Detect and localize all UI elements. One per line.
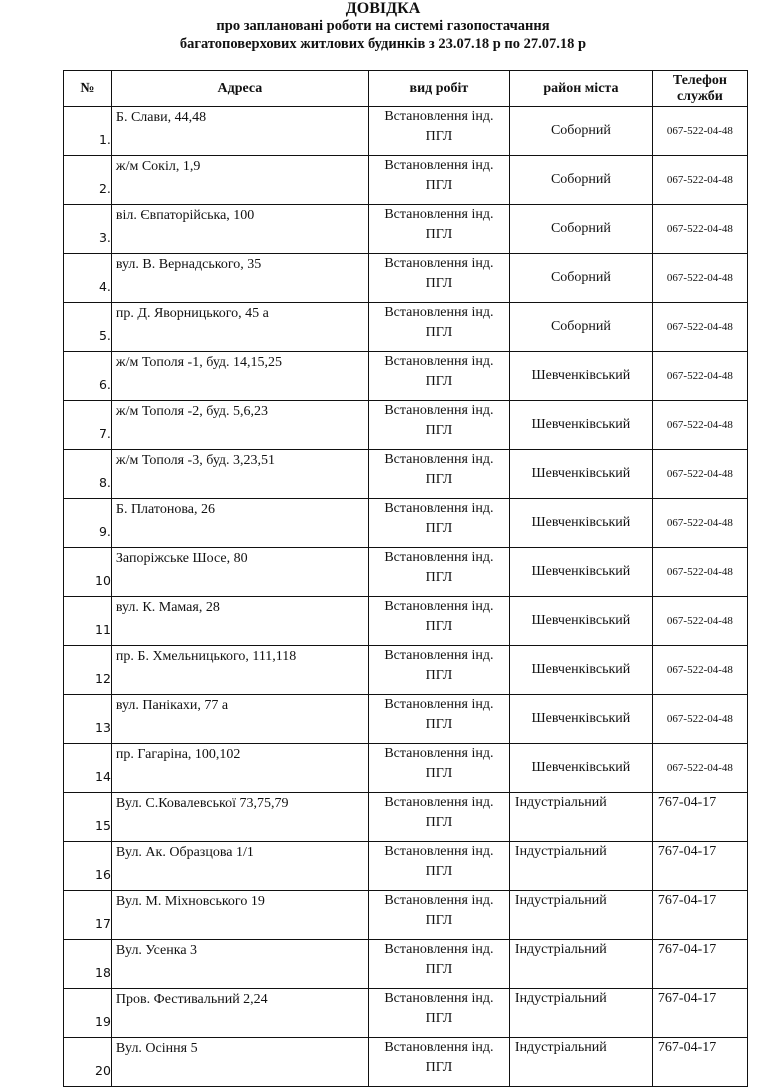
table-row <box>64 695 748 744</box>
row-number <box>64 891 112 940</box>
header-phone-line1: Телефон <box>672 72 727 88</box>
row-district: Індустріальний <box>509 793 652 842</box>
table-row <box>64 842 748 891</box>
row-address: пр. Д. Яворницького, 45 а <box>111 303 368 352</box>
row-work-line1: Встановлення інд. <box>384 109 494 124</box>
row-district: Соборний <box>509 156 652 205</box>
row-work <box>368 1038 509 1087</box>
row-number <box>64 352 112 401</box>
row-phone: 067-522-04-48 <box>652 156 747 205</box>
row-district: Шевченківський <box>509 695 652 744</box>
row-work-line2: ПГЛ <box>425 913 453 928</box>
table-row <box>64 107 748 156</box>
row-work-line1: Встановлення інд. <box>384 158 494 173</box>
row-phone: 767-04-17 <box>652 940 747 989</box>
row-address: Вул. С.Ковалевської 73,75,79 <box>111 793 368 842</box>
row-phone: 767-04-17 <box>652 842 747 891</box>
row-phone: 767-04-17 <box>652 989 747 1038</box>
header-district: район міста <box>509 71 652 107</box>
row-work-line2: ПГЛ <box>425 570 453 585</box>
row-number <box>64 744 112 793</box>
row-address: Вул. Ак. Образцова 1/1 <box>111 842 368 891</box>
row-work-line1: Встановлення інд. <box>384 942 494 957</box>
table-row <box>64 793 748 842</box>
row-work-line2: ПГЛ <box>425 619 453 634</box>
row-phone: 767-04-17 <box>652 793 747 842</box>
row-work <box>368 597 509 646</box>
row-number-text: 1. <box>98 132 111 147</box>
row-phone: 767-04-17 <box>652 891 747 940</box>
row-number-text: 16 <box>95 867 111 882</box>
header-address: Адреса <box>111 71 368 107</box>
row-work-line1: Встановлення інд. <box>384 1040 494 1055</box>
table-row <box>64 940 748 989</box>
row-work-line2: ПГЛ <box>425 668 453 683</box>
table-body <box>64 107 748 1087</box>
row-work <box>368 352 509 401</box>
row-number <box>64 499 112 548</box>
row-number-text: 9. <box>98 524 111 539</box>
row-address: ж/м Тополя -3, буд. 3,23,51 <box>111 450 368 499</box>
row-number-text: 7. <box>98 426 111 441</box>
row-work-line1: Встановлення інд. <box>384 501 494 516</box>
row-number-text: 3. <box>98 230 111 245</box>
row-phone: 067-522-04-48 <box>652 597 747 646</box>
row-work-line2: ПГЛ <box>425 962 453 977</box>
row-work-line2: ПГЛ <box>425 717 453 732</box>
table-row <box>64 303 748 352</box>
table-row <box>64 499 748 548</box>
row-district: Індустріальний <box>509 891 652 940</box>
row-district: Шевченківський <box>509 597 652 646</box>
row-number-text: 8. <box>98 475 111 490</box>
row-district: Шевченківський <box>509 744 652 793</box>
row-work-line1: Встановлення інд. <box>384 207 494 222</box>
row-number-text: 2. <box>98 181 111 196</box>
row-number <box>64 1038 112 1087</box>
row-phone: 067-522-04-48 <box>652 303 747 352</box>
row-address: вул. Панікахи, 77 а <box>111 695 368 744</box>
table-row <box>64 989 748 1038</box>
table-row <box>64 205 748 254</box>
row-number <box>64 156 112 205</box>
row-work <box>368 989 509 1038</box>
row-district: Шевченківський <box>509 401 652 450</box>
row-phone: 067-522-04-48 <box>652 499 747 548</box>
row-address: віл. Євпаторійська, 100 <box>111 205 368 254</box>
row-work <box>368 450 509 499</box>
row-address: пр. Гагаріна, 100,102 <box>111 744 368 793</box>
row-work-line1: Встановлення інд. <box>384 991 494 1006</box>
row-number <box>64 695 112 744</box>
row-number-text: 10 <box>95 573 111 588</box>
row-work <box>368 107 509 156</box>
header-phone-line2: служби <box>676 88 723 104</box>
row-work-line2: ПГЛ <box>425 129 453 144</box>
row-address: ж/м Тополя -2, буд. 5,6,23 <box>111 401 368 450</box>
row-address: вул. В. Вернадського, 35 <box>111 254 368 303</box>
row-number-text: 17 <box>95 916 111 931</box>
table-row <box>64 548 748 597</box>
row-phone: 767-04-17 <box>652 1038 747 1087</box>
row-work-line1: Встановлення інд. <box>384 697 494 712</box>
row-work <box>368 156 509 205</box>
document-title: ДОВІДКА <box>345 0 421 17</box>
row-district: Шевченківський <box>509 499 652 548</box>
document-subtitle-line2: багатоповерхових житлових будинків з 23.07.18 р по 27.07.18 р <box>179 36 587 52</box>
table-row <box>64 450 748 499</box>
row-work-line2: ПГЛ <box>425 1011 453 1026</box>
row-number <box>64 303 112 352</box>
row-number-text: 4. <box>98 279 111 294</box>
table-row <box>64 744 748 793</box>
row-district: Соборний <box>509 303 652 352</box>
row-address: Запоріжське Шосе, 80 <box>111 548 368 597</box>
row-work-line1: Встановлення інд. <box>384 795 494 810</box>
row-district: Шевченківський <box>509 352 652 401</box>
row-number-text: 6. <box>98 377 111 392</box>
row-district: Індустріальний <box>509 989 652 1038</box>
row-number <box>64 254 112 303</box>
header-work: вид робіт <box>368 71 509 107</box>
row-address: пр. Б. Хмельницького, 111,118 <box>111 646 368 695</box>
row-work-line2: ПГЛ <box>425 227 453 242</box>
row-work-line1: Встановлення інд. <box>384 403 494 418</box>
row-number-text: 11 <box>95 622 111 637</box>
table-row <box>64 597 748 646</box>
row-work <box>368 842 509 891</box>
row-district: Індустріальний <box>509 842 652 891</box>
row-work-line1: Встановлення інд. <box>384 354 494 369</box>
row-address: Пров. Фестивальний 2,24 <box>111 989 368 1038</box>
row-phone: 067-522-04-48 <box>652 695 747 744</box>
row-work <box>368 646 509 695</box>
row-work-line2: ПГЛ <box>425 178 453 193</box>
row-district: Шевченківський <box>509 548 652 597</box>
row-address: Вул. Усенка 3 <box>111 940 368 989</box>
row-work <box>368 254 509 303</box>
row-work <box>368 793 509 842</box>
row-work-line2: ПГЛ <box>425 815 453 830</box>
row-phone: 067-522-04-48 <box>652 254 747 303</box>
row-number <box>64 646 112 695</box>
row-district: Соборний <box>509 254 652 303</box>
row-phone: 067-522-04-48 <box>652 548 747 597</box>
row-number-text: 5. <box>98 328 111 343</box>
row-work <box>368 891 509 940</box>
row-work <box>368 695 509 744</box>
row-work <box>368 205 509 254</box>
row-number <box>64 842 112 891</box>
row-work <box>368 744 509 793</box>
header-phone <box>652 71 747 107</box>
row-phone: 067-522-04-48 <box>652 744 747 793</box>
row-phone: 067-522-04-48 <box>652 205 747 254</box>
row-work-line1: Встановлення інд. <box>384 599 494 614</box>
row-phone: 067-522-04-48 <box>652 450 747 499</box>
table-row <box>64 254 748 303</box>
row-work-line2: ПГЛ <box>425 325 453 340</box>
row-district: Індустріальний <box>509 940 652 989</box>
row-number-text: 18 <box>95 965 111 980</box>
row-work-line2: ПГЛ <box>425 472 453 487</box>
row-work-line2: ПГЛ <box>425 521 453 536</box>
row-work <box>368 548 509 597</box>
row-work-line2: ПГЛ <box>425 1060 453 1075</box>
row-address: вул. К. Мамая, 28 <box>111 597 368 646</box>
row-number-text: 14 <box>95 769 111 784</box>
row-address: ж/м Тополя -1, буд. 14,15,25 <box>111 352 368 401</box>
row-work-line1: Встановлення інд. <box>384 550 494 565</box>
row-phone: 067-522-04-48 <box>652 107 747 156</box>
row-number <box>64 548 112 597</box>
table-row <box>64 1038 748 1087</box>
row-number <box>64 450 112 499</box>
row-work-line1: Встановлення інд. <box>384 648 494 663</box>
row-number-text: 13 <box>95 720 111 735</box>
document-subtitle-line1: про заплановані роботи на системі газопостачання <box>216 18 550 34</box>
row-number <box>64 793 112 842</box>
row-district: Шевченківський <box>509 450 652 499</box>
row-address: Б. Платонова, 26 <box>111 499 368 548</box>
row-work-line1: Встановлення інд. <box>384 844 494 859</box>
row-address: Вул. Осіння 5 <box>111 1038 368 1087</box>
row-number <box>64 107 112 156</box>
row-work-line2: ПГЛ <box>425 276 453 291</box>
row-district: Індустріальний <box>509 1038 652 1087</box>
row-address: Б. Слави, 44,48 <box>111 107 368 156</box>
row-work <box>368 401 509 450</box>
table-header-row <box>64 71 748 107</box>
row-phone: 067-522-04-48 <box>652 646 747 695</box>
row-number-text: 20 <box>95 1063 111 1078</box>
table-row <box>64 891 748 940</box>
row-work-line2: ПГЛ <box>425 864 453 879</box>
row-work-line2: ПГЛ <box>425 423 453 438</box>
works-table <box>63 70 748 1087</box>
row-number <box>64 597 112 646</box>
row-work-line2: ПГЛ <box>425 374 453 389</box>
row-phone: 067-522-04-48 <box>652 352 747 401</box>
row-address: ж/м Сокіл, 1,9 <box>111 156 368 205</box>
header-num: № <box>64 71 112 107</box>
table-row <box>64 401 748 450</box>
row-work-line1: Встановлення інд. <box>384 746 494 761</box>
row-work-line1: Встановлення інд. <box>384 305 494 320</box>
row-district: Соборний <box>509 205 652 254</box>
row-work <box>368 499 509 548</box>
row-district: Соборний <box>509 107 652 156</box>
row-work-line1: Встановлення інд. <box>384 893 494 908</box>
row-work <box>368 940 509 989</box>
row-district: Шевченківський <box>509 646 652 695</box>
row-work-line2: ПГЛ <box>425 766 453 781</box>
table-row <box>64 646 748 695</box>
row-number <box>64 205 112 254</box>
table-row <box>64 352 748 401</box>
row-address: Вул. М. Міхновського 19 <box>111 891 368 940</box>
row-number <box>64 989 112 1038</box>
row-number <box>64 940 112 989</box>
row-work-line1: Встановлення інд. <box>384 256 494 271</box>
row-work-line1: Встановлення інд. <box>384 452 494 467</box>
table-row <box>64 156 748 205</box>
row-number-text: 15 <box>95 818 111 833</box>
row-number-text: 12 <box>95 671 111 686</box>
row-work <box>368 303 509 352</box>
row-phone: 067-522-04-48 <box>652 401 747 450</box>
row-number <box>64 401 112 450</box>
row-number-text: 19 <box>95 1014 111 1029</box>
